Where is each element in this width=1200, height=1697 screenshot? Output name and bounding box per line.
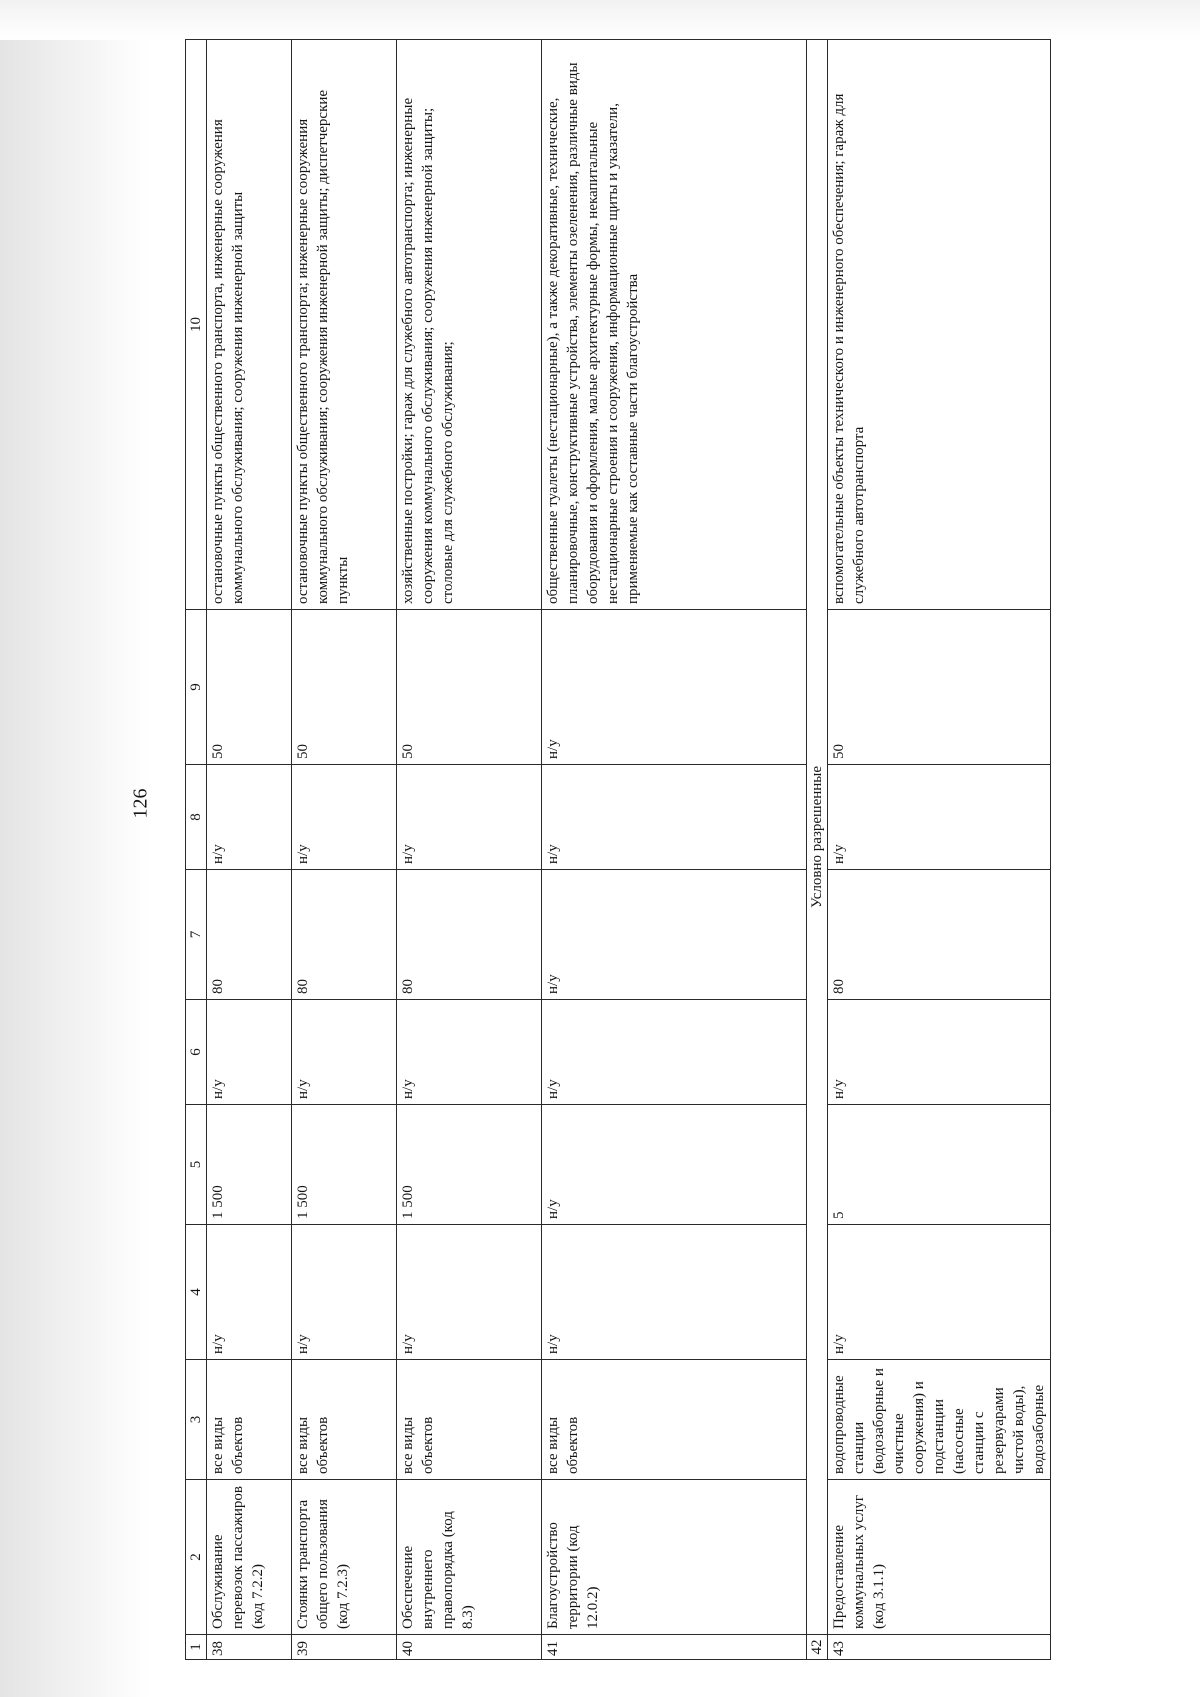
column-header-3: 3 <box>186 1360 207 1480</box>
object-types: все виды объектов <box>542 1360 807 1480</box>
land-use-type: Обеспечение внутреннего правопорядка (код 8.3) <box>397 1480 542 1635</box>
column-header-5: 5 <box>186 1105 207 1225</box>
zoning-regulations-table <box>185 39 1051 1660</box>
cell-col-7: н/у <box>542 870 807 1000</box>
scan-edge-shading <box>0 0 150 1697</box>
object-types: все виды объектов <box>207 1360 292 1480</box>
cell-col-6: н/у <box>397 1000 542 1105</box>
page-number: 126 <box>129 788 152 819</box>
column-header-10: 10 <box>186 40 207 610</box>
section-title: Условно разрешенные <box>807 40 828 1635</box>
cell-col-6: н/у <box>542 1000 807 1105</box>
cell-col-9: 50 <box>397 610 542 765</box>
auxiliary-uses: остановочные пункты общественного транспорта; инженерные сооружения коммунального обслуживания; сооружения инженерной защиты; диспетчерские пункты <box>292 40 397 610</box>
cell-col-6: н/у <box>828 1000 1051 1105</box>
table-row <box>292 40 397 1660</box>
auxiliary-uses: общественные туалеты (нестационарные), а также декоративные, технические, планировочные, конструктивные устройства, элементы озеленения, различные виды оборудования и оформления, малые архитектурные формы, некапитальные нестационарные строения и сооружения, информационные щиты и указатели, применяемые как составные части благоустройства <box>542 40 807 610</box>
rotated-table-container <box>185 40 1047 1660</box>
column-header-7: 7 <box>186 870 207 1000</box>
cell-col-4: н/у <box>542 1225 807 1360</box>
cell-col-8: н/у <box>828 765 1051 870</box>
cell-col-5: 1 500 <box>207 1105 292 1225</box>
column-header-1: 1 <box>186 1635 207 1660</box>
object-types: водопроводные станции (водозаборные и очистные сооружения) и подстанции (насосные станции с резервуарами чистой воды), водозаборные <box>828 1360 1051 1480</box>
row-number: 41 <box>542 1635 807 1660</box>
row-number: 42 <box>807 1635 828 1660</box>
cell-col-4: н/у <box>828 1225 1051 1360</box>
cell-col-5: н/у <box>542 1105 807 1225</box>
column-header-4: 4 <box>186 1225 207 1360</box>
auxiliary-uses: остановочные пункты общественного транспорта, инженерные сооружения коммунального обслуживания; сооружения инженерной защиты <box>207 40 292 610</box>
cell-col-4: н/у <box>207 1225 292 1360</box>
column-header-9: 9 <box>186 610 207 765</box>
land-use-type: Предоставление коммунальных услуг (код 3.1.1) <box>828 1480 1051 1635</box>
cell-col-8: н/у <box>207 765 292 870</box>
cell-col-7: 80 <box>207 870 292 1000</box>
cell-col-6: н/у <box>292 1000 397 1105</box>
table-row <box>828 40 1051 1660</box>
row-number: 40 <box>397 1635 542 1660</box>
column-header-8: 8 <box>186 765 207 870</box>
land-use-type: Стоянки транспорта общего пользования (код 7.2.3) <box>292 1480 397 1635</box>
cell-col-4: н/у <box>292 1225 397 1360</box>
object-types: все виды объектов <box>292 1360 397 1480</box>
cell-col-4: н/у <box>397 1225 542 1360</box>
row-number: 39 <box>292 1635 397 1660</box>
cell-col-5: 5 <box>828 1105 1051 1225</box>
row-number: 43 <box>828 1635 1051 1660</box>
column-header-2: 2 <box>186 1480 207 1635</box>
cell-col-8: н/у <box>397 765 542 870</box>
auxiliary-uses: вспомогательные объекты технического и инженерного обеспечения; гараж для служебного автотранспорта <box>828 40 1051 610</box>
column-number-row <box>186 40 207 1660</box>
row-number: 38 <box>207 1635 292 1660</box>
cell-col-7: 80 <box>397 870 542 1000</box>
section-row <box>807 40 828 1660</box>
cell-col-9: 50 <box>292 610 397 765</box>
cell-col-9: 50 <box>207 610 292 765</box>
cell-col-9: 50 <box>828 610 1051 765</box>
cell-col-8: н/у <box>292 765 397 870</box>
cell-col-5: 1 500 <box>397 1105 542 1225</box>
cell-col-9: н/у <box>542 610 807 765</box>
scan-top-shading <box>0 0 1200 40</box>
land-use-type: Обслуживание перевозок пассажиров (код 7.2.2) <box>207 1480 292 1635</box>
auxiliary-uses: хозяйственные постройки; гараж для служебного автотранспорта; инженерные сооружения коммунального обслуживания; сооружения инженерной защиты; столовые для служебного обслуживания; <box>397 40 542 610</box>
cell-col-7: 80 <box>292 870 397 1000</box>
cell-col-7: 80 <box>828 870 1051 1000</box>
cell-col-6: н/у <box>207 1000 292 1105</box>
cell-col-8: н/у <box>542 765 807 870</box>
land-use-type: Благоустройство территории (код 12.0.2) <box>542 1480 807 1635</box>
object-types: все виды объектов <box>397 1360 542 1480</box>
cell-col-5: 1 500 <box>292 1105 397 1225</box>
table-row <box>207 40 292 1660</box>
column-header-6: 6 <box>186 1000 207 1105</box>
table-row <box>397 40 542 1660</box>
table-row <box>542 40 807 1660</box>
